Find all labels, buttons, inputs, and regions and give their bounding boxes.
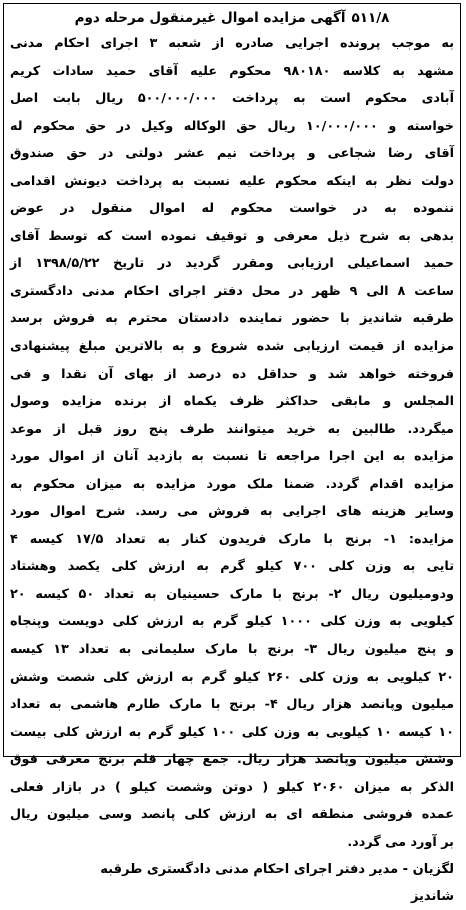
body-line: تایی به وزن کلی ۷۰۰ کیلو گرم به ارزش کلی یکصد وهشتاد xyxy=(10,559,454,575)
body-line: ۲۰ کیلویی به وزن کلی ۲۶۰ کیلو گرم به ارزش کلی شصت وشش xyxy=(10,669,454,685)
body-line: ننموده به در خواست محکوم له اموال منقول در عوض xyxy=(10,201,454,217)
body-line: به موجب پرونده اجرایی صادره از شعبه ۳ اجرای احکام مدنی xyxy=(10,36,454,51)
body-line: مشهد به کلاسه ۹۸۰۱۸۰ محکوم علیه آقای حمید سادات کریم xyxy=(10,63,454,79)
body-line: مزایده به این اجرا مراجعه تا نسبت به بازدید آنان از اموال مورد xyxy=(10,449,454,465)
body-line: مزایده از قیمت ارزیابی شده شروع و به بالاترین مبلغ پیشنهادی xyxy=(10,339,454,355)
body-line: وسایر هزینه های اجرایی به فروش می رسد. شرح اموال مورد xyxy=(10,504,454,520)
body-line: وشش میلیون وپانصد هزار ریال. جمع چهار قلم برنج معرفی فوق xyxy=(10,752,454,768)
body-line: عمده فروشی منطقه ای به ارزش کلی پانصد وسی میلیون ریال xyxy=(10,807,454,823)
body-line: ساعت ۸ الی ۹ ظهر در محل دفتر اجرای احکام مدنی دادگستری xyxy=(10,283,454,299)
body-line: بر آورد می گردد. xyxy=(347,834,454,850)
body-line: الذکر به میزان ۲۰۶۰ کیلو ( دوتن وشصت کیلو ) در بازار فعلی xyxy=(10,779,454,795)
body-line: ودومیلیون ریال ۲- برنج با مارک حسینیان به تعداد ۵۰ کیسه ۲۰ xyxy=(10,586,454,602)
notice-number: ۵۱۱/۸ xyxy=(351,10,390,26)
body-line: کیلویی به وزن کلی ۱۰۰۰ کیلو گرم به ارزش کلی دویست وپنجاه xyxy=(10,614,454,630)
signature-line: شاندیز xyxy=(410,889,454,905)
body-line: دولت نظر به اینکه محکوم علیه نسبت به پرداخت دیونش اقدامی xyxy=(10,173,454,189)
body-line: خواسته و ۱۰/۰۰۰/۰۰۰ ریال حق الوکاله وکیل در حق محکوم له xyxy=(10,118,454,134)
body-line: حمید اسماعیلی ارزیابی ومقرر گردید در تاریخ ۱۳۹۸/۵/۲۲ از xyxy=(10,256,454,272)
body-line: بدهی به شرح ذیل معرفی و توقیف نموده است که توسط آقای xyxy=(10,228,454,244)
body-line: آقای رضا شجاعی و پرداخت نیم عشر دولتی در حق صندوق xyxy=(10,146,454,162)
body-line: مزایده: ۱- برنج با مارک فریدون کنار به تعداد ۱۷/۵ کیسه ۴ xyxy=(10,531,454,547)
notice-heading xyxy=(10,8,454,28)
signature-line: لگزیان - مدیر دفتر اجرای احکام مدنی دادگستری طرقبه xyxy=(100,862,454,878)
body-line: ۱۰ کیسه ۱۰ کیلویی به وزن کلی ۱۰۰ کیلو گرم به ارزش کلی بیست xyxy=(10,724,454,740)
auction-notice xyxy=(3,3,461,905)
body-line: مزایده اقدام گردد. ضمنا ملک مورد مزایده به میزان محکوم به xyxy=(10,476,454,492)
body-line: میگردد. طالبین به خرید میتوانند طرف پنج روز قبل از موعد xyxy=(10,421,454,437)
notice-title: آگهی مزایده اموال غیرمنقول مرحله دوم xyxy=(74,10,346,26)
body-line: طرقبه شاندیز با حضور نماینده دادستان محترم به فروش برسد xyxy=(10,311,454,327)
notice-body xyxy=(10,30,454,856)
body-line: المجلس و مابقی حداکثر ظرف یکماه از برنده مزایده وصول xyxy=(10,394,454,410)
body-line: آبادی محکوم است به پرداخت ۵۰۰/۰۰۰/۰۰۰ ریال بابت اصل xyxy=(10,91,454,107)
signature-block xyxy=(10,856,454,910)
body-line: میلیون وپانصد هزار ریال ۴- برنج با مارک طارم هاشمی به تعداد xyxy=(10,697,455,713)
body-line: فروخته خواهد شد و حداقل ده درصد از بهای آن نقدا و فی xyxy=(10,366,454,382)
body-line: و پنج میلیون ریال ۳- برنج با مارک سلیمانی به تعداد ۱۳ کیسه xyxy=(10,642,454,658)
